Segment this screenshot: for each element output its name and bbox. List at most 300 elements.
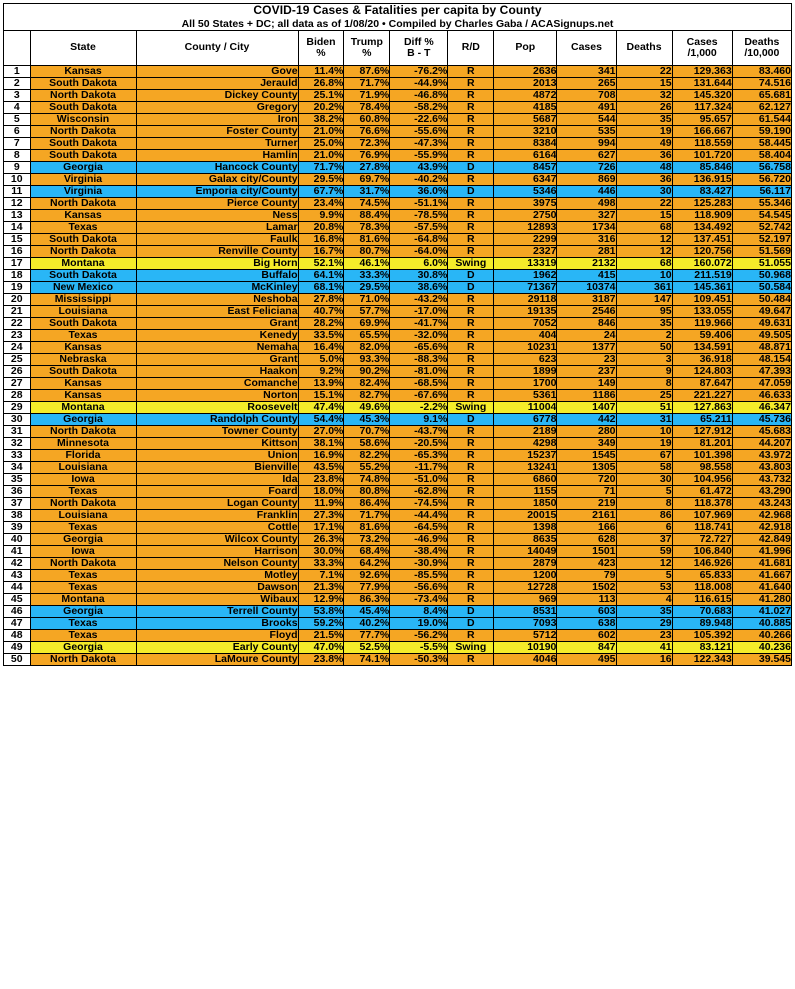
cell-n[interactable]: 5 <box>4 113 31 125</box>
cell-pop[interactable]: 5346 <box>494 185 557 197</box>
cell-cases[interactable]: 498 <box>557 197 616 209</box>
cell-deaths-per-10000[interactable]: 56.117 <box>732 185 791 197</box>
cell-diff[interactable]: -64.5% <box>390 522 448 534</box>
cell-n[interactable]: 17 <box>4 257 31 269</box>
cell-trump[interactable]: 77.7% <box>344 630 390 642</box>
cell-pop[interactable]: 4185 <box>494 101 557 113</box>
cell-n[interactable]: 3 <box>4 89 31 101</box>
cell-state[interactable]: Iowa <box>30 546 136 558</box>
cell-cases[interactable]: 10374 <box>557 281 616 293</box>
cell-county[interactable]: LaMoure County <box>136 654 298 666</box>
cell-diff[interactable]: -62.8% <box>390 486 448 498</box>
cell-trump[interactable]: 71.7% <box>344 510 390 522</box>
cell-trump[interactable]: 82.4% <box>344 378 390 390</box>
table-row[interactable] <box>4 594 792 606</box>
cell-n[interactable]: 33 <box>4 450 31 462</box>
cell-deaths-per-10000[interactable]: 41.681 <box>732 558 791 570</box>
cell-deaths[interactable]: 147 <box>616 293 672 305</box>
cell-deaths-per-10000[interactable]: 48.871 <box>732 341 791 353</box>
cell-county[interactable]: Towner County <box>136 426 298 438</box>
cell-county[interactable]: Dawson <box>136 582 298 594</box>
cell-cases[interactable]: 442 <box>557 414 616 426</box>
cell-rd[interactable]: R <box>448 293 494 305</box>
cell-cases-per-1000[interactable]: 166.667 <box>672 125 732 137</box>
cell-biden[interactable]: 68.1% <box>298 281 344 293</box>
cell-cases[interactable]: 265 <box>557 77 616 89</box>
cell-deaths-per-10000[interactable]: 43.243 <box>732 498 791 510</box>
cell-diff[interactable]: -51.1% <box>390 197 448 209</box>
cell-cases-per-1000[interactable]: 129.363 <box>672 65 732 77</box>
cell-n[interactable]: 15 <box>4 233 31 245</box>
cell-deaths-per-10000[interactable]: 58.445 <box>732 137 791 149</box>
cell-biden[interactable]: 23.8% <box>298 474 344 486</box>
cell-state[interactable]: South Dakota <box>30 317 136 329</box>
cell-cases[interactable]: 869 <box>557 173 616 185</box>
table-row[interactable] <box>4 426 792 438</box>
cell-rd[interactable]: Swing <box>448 257 494 269</box>
cell-state[interactable]: North Dakota <box>30 245 136 257</box>
cell-deaths-per-10000[interactable]: 40.885 <box>732 618 791 630</box>
cell-diff[interactable]: -58.2% <box>390 101 448 113</box>
cell-diff[interactable]: 19.0% <box>390 618 448 630</box>
cell-deaths-per-10000[interactable]: 74.516 <box>732 77 791 89</box>
cell-deaths[interactable]: 26 <box>616 101 672 113</box>
cell-n[interactable]: 7 <box>4 137 31 149</box>
cell-cases[interactable]: 1502 <box>557 582 616 594</box>
cell-deaths[interactable]: 32 <box>616 89 672 101</box>
cell-state[interactable]: Texas <box>30 221 136 233</box>
cell-biden[interactable]: 40.7% <box>298 305 344 317</box>
cell-trump[interactable]: 74.5% <box>344 197 390 209</box>
cell-trump[interactable]: 74.8% <box>344 474 390 486</box>
cell-cases-per-1000[interactable]: 101.398 <box>672 450 732 462</box>
cell-pop[interactable]: 2299 <box>494 233 557 245</box>
cell-biden[interactable]: 43.5% <box>298 462 344 474</box>
cell-county[interactable]: Brooks <box>136 618 298 630</box>
cell-diff[interactable]: -20.5% <box>390 438 448 450</box>
cell-cases-per-1000[interactable]: 118.909 <box>672 209 732 221</box>
cell-rd[interactable]: R <box>448 630 494 642</box>
cell-diff[interactable]: 38.6% <box>390 281 448 293</box>
cell-state[interactable]: Georgia <box>30 534 136 546</box>
cell-trump[interactable]: 52.5% <box>344 642 390 654</box>
cell-cases-per-1000[interactable]: 70.683 <box>672 606 732 618</box>
cell-trump[interactable]: 65.5% <box>344 329 390 341</box>
cell-cases-per-1000[interactable]: 118.741 <box>672 522 732 534</box>
cell-biden[interactable]: 30.0% <box>298 546 344 558</box>
cell-pop[interactable]: 1850 <box>494 498 557 510</box>
cell-cases-per-1000[interactable]: 36.918 <box>672 353 732 365</box>
table-row[interactable] <box>4 101 792 113</box>
cell-pop[interactable]: 1155 <box>494 486 557 498</box>
cell-county[interactable]: Motley <box>136 570 298 582</box>
cell-diff[interactable]: 30.8% <box>390 269 448 281</box>
cell-trump[interactable]: 87.6% <box>344 65 390 77</box>
cell-biden[interactable]: 13.9% <box>298 378 344 390</box>
cell-state[interactable]: Montana <box>30 257 136 269</box>
cell-cases[interactable]: 1305 <box>557 462 616 474</box>
cell-biden[interactable]: 18.0% <box>298 486 344 498</box>
cell-cases-per-1000[interactable]: 85.846 <box>672 161 732 173</box>
cell-diff[interactable]: -47.3% <box>390 137 448 149</box>
cell-county[interactable]: Cottle <box>136 522 298 534</box>
cell-cases[interactable]: 237 <box>557 366 616 378</box>
cell-cases-per-1000[interactable]: 116.615 <box>672 594 732 606</box>
table-row[interactable] <box>4 329 792 341</box>
cell-state[interactable]: Texas <box>30 486 136 498</box>
cell-state[interactable]: North Dakota <box>30 197 136 209</box>
cell-cases-per-1000[interactable]: 137.451 <box>672 233 732 245</box>
cell-county[interactable]: Dickey County <box>136 89 298 101</box>
cell-cases[interactable]: 3187 <box>557 293 616 305</box>
cell-biden[interactable]: 59.2% <box>298 618 344 630</box>
cell-diff[interactable]: -46.8% <box>390 89 448 101</box>
cell-cases-per-1000[interactable]: 145.361 <box>672 281 732 293</box>
cell-diff[interactable]: 6.0% <box>390 257 448 269</box>
cell-diff[interactable]: -5.5% <box>390 642 448 654</box>
table-row[interactable] <box>4 149 792 161</box>
cell-n[interactable]: 10 <box>4 173 31 185</box>
cell-n[interactable]: 1 <box>4 65 31 77</box>
cell-n[interactable]: 8 <box>4 149 31 161</box>
cell-cases-per-1000[interactable]: 125.283 <box>672 197 732 209</box>
cell-biden[interactable]: 27.8% <box>298 293 344 305</box>
cell-cases-per-1000[interactable]: 120.756 <box>672 245 732 257</box>
cell-diff[interactable]: -56.2% <box>390 630 448 642</box>
cell-rd[interactable]: R <box>448 378 494 390</box>
cell-n[interactable]: 41 <box>4 546 31 558</box>
cell-trump[interactable]: 46.1% <box>344 257 390 269</box>
cell-rd[interactable]: R <box>448 546 494 558</box>
cell-pop[interactable]: 8384 <box>494 137 557 149</box>
cell-trump[interactable]: 82.0% <box>344 341 390 353</box>
cell-county[interactable]: Logan County <box>136 498 298 510</box>
cell-rd[interactable]: R <box>448 426 494 438</box>
cell-deaths[interactable]: 51 <box>616 402 672 414</box>
cell-n[interactable]: 32 <box>4 438 31 450</box>
cell-deaths[interactable]: 68 <box>616 221 672 233</box>
cell-pop[interactable]: 8457 <box>494 161 557 173</box>
cell-deaths[interactable]: 53 <box>616 582 672 594</box>
cell-rd[interactable]: R <box>448 654 494 666</box>
cell-deaths[interactable]: 22 <box>616 197 672 209</box>
cell-trump[interactable]: 57.7% <box>344 305 390 317</box>
cell-biden[interactable]: 7.1% <box>298 570 344 582</box>
cell-cases[interactable]: 1734 <box>557 221 616 233</box>
cell-state[interactable]: South Dakota <box>30 137 136 149</box>
cell-rd[interactable]: R <box>448 510 494 522</box>
cell-deaths-per-10000[interactable]: 47.393 <box>732 366 791 378</box>
cell-rd[interactable]: R <box>448 233 494 245</box>
cell-cases-per-1000[interactable]: 136.915 <box>672 173 732 185</box>
column-header-trump[interactable]: Trump % <box>344 30 390 65</box>
cell-trump[interactable]: 33.3% <box>344 269 390 281</box>
cell-deaths-per-10000[interactable]: 43.972 <box>732 450 791 462</box>
cell-cases[interactable]: 24 <box>557 329 616 341</box>
cell-county[interactable]: McKinley <box>136 281 298 293</box>
cell-n[interactable]: 44 <box>4 582 31 594</box>
cell-rd[interactable]: R <box>448 221 494 233</box>
table-row[interactable] <box>4 125 792 137</box>
cell-trump[interactable]: 71.7% <box>344 77 390 89</box>
cell-deaths[interactable]: 4 <box>616 594 672 606</box>
cell-diff[interactable]: -85.5% <box>390 570 448 582</box>
cell-cases-per-1000[interactable]: 81.201 <box>672 438 732 450</box>
cell-rd[interactable]: R <box>448 498 494 510</box>
cell-n[interactable]: 24 <box>4 341 31 353</box>
table-row[interactable] <box>4 113 792 125</box>
table-row[interactable] <box>4 293 792 305</box>
cell-deaths-per-10000[interactable]: 49.647 <box>732 305 791 317</box>
cell-deaths-per-10000[interactable]: 47.059 <box>732 378 791 390</box>
cell-county[interactable]: Nemaha <box>136 341 298 353</box>
cell-deaths[interactable]: 22 <box>616 65 672 77</box>
table-row[interactable] <box>4 221 792 233</box>
cell-deaths-per-10000[interactable]: 59.190 <box>732 125 791 137</box>
cell-diff[interactable]: -46.9% <box>390 534 448 546</box>
cell-trump[interactable]: 76.9% <box>344 149 390 161</box>
cell-trump[interactable]: 86.3% <box>344 594 390 606</box>
table-row[interactable] <box>4 414 792 426</box>
cell-diff[interactable]: 8.4% <box>390 606 448 618</box>
cell-biden[interactable]: 26.8% <box>298 77 344 89</box>
cell-diff[interactable]: -57.5% <box>390 221 448 233</box>
column-header-diff[interactable]: Diff % B - T <box>390 30 448 65</box>
cell-diff[interactable]: -88.3% <box>390 353 448 365</box>
cell-deaths-per-10000[interactable]: 45.683 <box>732 426 791 438</box>
cell-trump[interactable]: 80.8% <box>344 486 390 498</box>
cell-deaths[interactable]: 86 <box>616 510 672 522</box>
cell-trump[interactable]: 81.6% <box>344 522 390 534</box>
cell-biden[interactable]: 20.2% <box>298 101 344 113</box>
cell-cases-per-1000[interactable]: 83.427 <box>672 185 732 197</box>
cell-cases-per-1000[interactable]: 160.072 <box>672 257 732 269</box>
column-header-state[interactable]: State <box>30 30 136 65</box>
cell-trump[interactable]: 60.8% <box>344 113 390 125</box>
cell-deaths[interactable]: 37 <box>616 534 672 546</box>
cell-cases-per-1000[interactable]: 134.591 <box>672 341 732 353</box>
cell-deaths[interactable]: 59 <box>616 546 672 558</box>
cell-cases[interactable]: 23 <box>557 353 616 365</box>
cell-state[interactable]: Kansas <box>30 209 136 221</box>
cell-n[interactable]: 23 <box>4 329 31 341</box>
cell-pop[interactable]: 10231 <box>494 341 557 353</box>
cell-deaths[interactable]: 25 <box>616 390 672 402</box>
table-row[interactable] <box>4 89 792 101</box>
cell-deaths[interactable]: 8 <box>616 378 672 390</box>
cell-deaths-per-10000[interactable]: 51.055 <box>732 257 791 269</box>
cell-trump[interactable]: 40.2% <box>344 618 390 630</box>
cell-rd[interactable]: D <box>448 618 494 630</box>
cell-county[interactable]: Franklin <box>136 510 298 522</box>
cell-county[interactable]: Kittson <box>136 438 298 450</box>
cell-n[interactable]: 50 <box>4 654 31 666</box>
cell-state[interactable]: Georgia <box>30 161 136 173</box>
cell-pop[interactable]: 13241 <box>494 462 557 474</box>
cell-diff[interactable]: -50.3% <box>390 654 448 666</box>
cell-deaths-per-10000[interactable]: 43.732 <box>732 474 791 486</box>
table-row[interactable] <box>4 378 792 390</box>
cell-county[interactable]: Haakon <box>136 366 298 378</box>
cell-state[interactable]: Minnesota <box>30 438 136 450</box>
cell-cases-per-1000[interactable]: 65.833 <box>672 570 732 582</box>
cell-state[interactable]: Virginia <box>30 185 136 197</box>
cell-county[interactable]: Foard <box>136 486 298 498</box>
cell-biden[interactable]: 21.5% <box>298 630 344 642</box>
cell-pop[interactable]: 20015 <box>494 510 557 522</box>
cell-biden[interactable]: 20.8% <box>298 221 344 233</box>
table-row[interactable] <box>4 642 792 654</box>
cell-rd[interactable]: D <box>448 606 494 618</box>
cell-biden[interactable]: 67.7% <box>298 185 344 197</box>
cell-n[interactable]: 6 <box>4 125 31 137</box>
cell-cases[interactable]: 446 <box>557 185 616 197</box>
cell-state[interactable]: Kansas <box>30 341 136 353</box>
cell-trump[interactable]: 68.4% <box>344 546 390 558</box>
cell-state[interactable]: Louisiana <box>30 510 136 522</box>
cell-trump[interactable]: 78.3% <box>344 221 390 233</box>
cell-cases-per-1000[interactable]: 61.472 <box>672 486 732 498</box>
cell-rd[interactable]: R <box>448 89 494 101</box>
cell-cases-per-1000[interactable]: 131.644 <box>672 77 732 89</box>
cell-pop[interactable]: 1200 <box>494 570 557 582</box>
cell-cases[interactable]: 349 <box>557 438 616 450</box>
cell-rd[interactable]: R <box>448 329 494 341</box>
cell-state[interactable]: South Dakota <box>30 101 136 113</box>
cell-n[interactable]: 11 <box>4 185 31 197</box>
cell-cases[interactable]: 327 <box>557 209 616 221</box>
cell-trump[interactable]: 45.4% <box>344 606 390 618</box>
table-row[interactable] <box>4 654 792 666</box>
cell-state[interactable]: Georgia <box>30 414 136 426</box>
table-row[interactable] <box>4 618 792 630</box>
cell-county[interactable]: Early County <box>136 642 298 654</box>
cell-biden[interactable]: 9.9% <box>298 209 344 221</box>
cell-cases[interactable]: 280 <box>557 426 616 438</box>
cell-state[interactable]: North Dakota <box>30 558 136 570</box>
cell-trump[interactable]: 27.8% <box>344 161 390 173</box>
cell-diff[interactable]: -73.4% <box>390 594 448 606</box>
cell-biden[interactable]: 27.3% <box>298 510 344 522</box>
cell-cases[interactable]: 415 <box>557 269 616 281</box>
cell-n[interactable]: 48 <box>4 630 31 642</box>
cell-biden[interactable]: 16.4% <box>298 341 344 353</box>
cell-diff[interactable]: -64.8% <box>390 233 448 245</box>
cell-diff[interactable]: -44.9% <box>390 77 448 89</box>
cell-deaths-per-10000[interactable]: 45.736 <box>732 414 791 426</box>
cell-cases[interactable]: 166 <box>557 522 616 534</box>
cell-state[interactable]: Texas <box>30 329 136 341</box>
cell-diff[interactable]: -44.4% <box>390 510 448 522</box>
cell-n[interactable]: 43 <box>4 570 31 582</box>
cell-rd[interactable]: R <box>448 474 494 486</box>
cell-n[interactable]: 18 <box>4 269 31 281</box>
cell-deaths-per-10000[interactable]: 50.584 <box>732 281 791 293</box>
cell-county[interactable]: Hamlin <box>136 149 298 161</box>
cell-deaths[interactable]: 35 <box>616 606 672 618</box>
cell-deaths[interactable]: 5 <box>616 570 672 582</box>
cell-deaths[interactable]: 36 <box>616 173 672 185</box>
cell-rd[interactable]: R <box>448 450 494 462</box>
cell-pop[interactable]: 2189 <box>494 426 557 438</box>
cell-deaths[interactable]: 10 <box>616 426 672 438</box>
cell-deaths-per-10000[interactable]: 65.681 <box>732 89 791 101</box>
cell-cases-per-1000[interactable]: 107.969 <box>672 510 732 522</box>
cell-deaths[interactable]: 67 <box>616 450 672 462</box>
cell-pop[interactable]: 12728 <box>494 582 557 594</box>
cell-cases[interactable]: 149 <box>557 378 616 390</box>
cell-pop[interactable]: 7093 <box>494 618 557 630</box>
cell-cases-per-1000[interactable]: 118.378 <box>672 498 732 510</box>
cell-deaths[interactable]: 50 <box>616 341 672 353</box>
cell-state[interactable]: South Dakota <box>30 77 136 89</box>
cell-county[interactable]: Harrison <box>136 546 298 558</box>
cell-cases[interactable]: 1407 <box>557 402 616 414</box>
cell-rd[interactable]: R <box>448 353 494 365</box>
cell-county[interactable]: Foster County <box>136 125 298 137</box>
table-row[interactable] <box>4 269 792 281</box>
cell-deaths[interactable]: 36 <box>616 149 672 161</box>
cell-deaths-per-10000[interactable]: 55.346 <box>732 197 791 209</box>
cell-trump[interactable]: 69.9% <box>344 317 390 329</box>
column-header-biden[interactable]: Biden % <box>298 30 344 65</box>
cell-diff[interactable]: -74.5% <box>390 498 448 510</box>
cell-state[interactable]: South Dakota <box>30 366 136 378</box>
cell-n[interactable]: 40 <box>4 534 31 546</box>
cell-cases-per-1000[interactable]: 87.647 <box>672 378 732 390</box>
cell-biden[interactable]: 16.7% <box>298 245 344 257</box>
cell-diff[interactable]: -64.0% <box>390 245 448 257</box>
cell-state[interactable]: New Mexico <box>30 281 136 293</box>
cell-deaths[interactable]: 35 <box>616 317 672 329</box>
cell-biden[interactable]: 9.2% <box>298 366 344 378</box>
cell-rd[interactable]: R <box>448 366 494 378</box>
cell-deaths[interactable]: 49 <box>616 137 672 149</box>
cell-diff[interactable]: -55.9% <box>390 149 448 161</box>
cell-state[interactable]: Virginia <box>30 173 136 185</box>
cell-cases[interactable]: 627 <box>557 149 616 161</box>
cell-pop[interactable]: 6778 <box>494 414 557 426</box>
cell-deaths[interactable]: 9 <box>616 366 672 378</box>
cell-deaths[interactable]: 12 <box>616 245 672 257</box>
cell-pop[interactable]: 2879 <box>494 558 557 570</box>
table-row[interactable] <box>4 606 792 618</box>
cell-deaths[interactable]: 48 <box>616 161 672 173</box>
table-row[interactable] <box>4 137 792 149</box>
cell-state[interactable]: Georgia <box>30 642 136 654</box>
cell-state[interactable]: Texas <box>30 582 136 594</box>
cell-county[interactable]: Big Horn <box>136 257 298 269</box>
cell-rd[interactable]: R <box>448 570 494 582</box>
cell-n[interactable]: 2 <box>4 77 31 89</box>
cell-biden[interactable]: 23.4% <box>298 197 344 209</box>
cell-diff[interactable]: -40.2% <box>390 173 448 185</box>
cell-diff[interactable]: -2.2% <box>390 402 448 414</box>
cell-trump[interactable]: 88.4% <box>344 209 390 221</box>
column-header-pop[interactable]: Pop <box>494 30 557 65</box>
cell-diff[interactable]: -56.6% <box>390 582 448 594</box>
cell-state[interactable]: Kansas <box>30 390 136 402</box>
cell-state[interactable]: Georgia <box>30 606 136 618</box>
cell-trump[interactable]: 73.2% <box>344 534 390 546</box>
cell-trump[interactable]: 69.7% <box>344 173 390 185</box>
cell-deaths-per-10000[interactable]: 46.347 <box>732 402 791 414</box>
cell-biden[interactable]: 33.3% <box>298 558 344 570</box>
cell-biden[interactable]: 47.0% <box>298 642 344 654</box>
cell-county[interactable]: Gove <box>136 65 298 77</box>
cell-deaths-per-10000[interactable]: 61.544 <box>732 113 791 125</box>
cell-rd[interactable]: R <box>448 522 494 534</box>
